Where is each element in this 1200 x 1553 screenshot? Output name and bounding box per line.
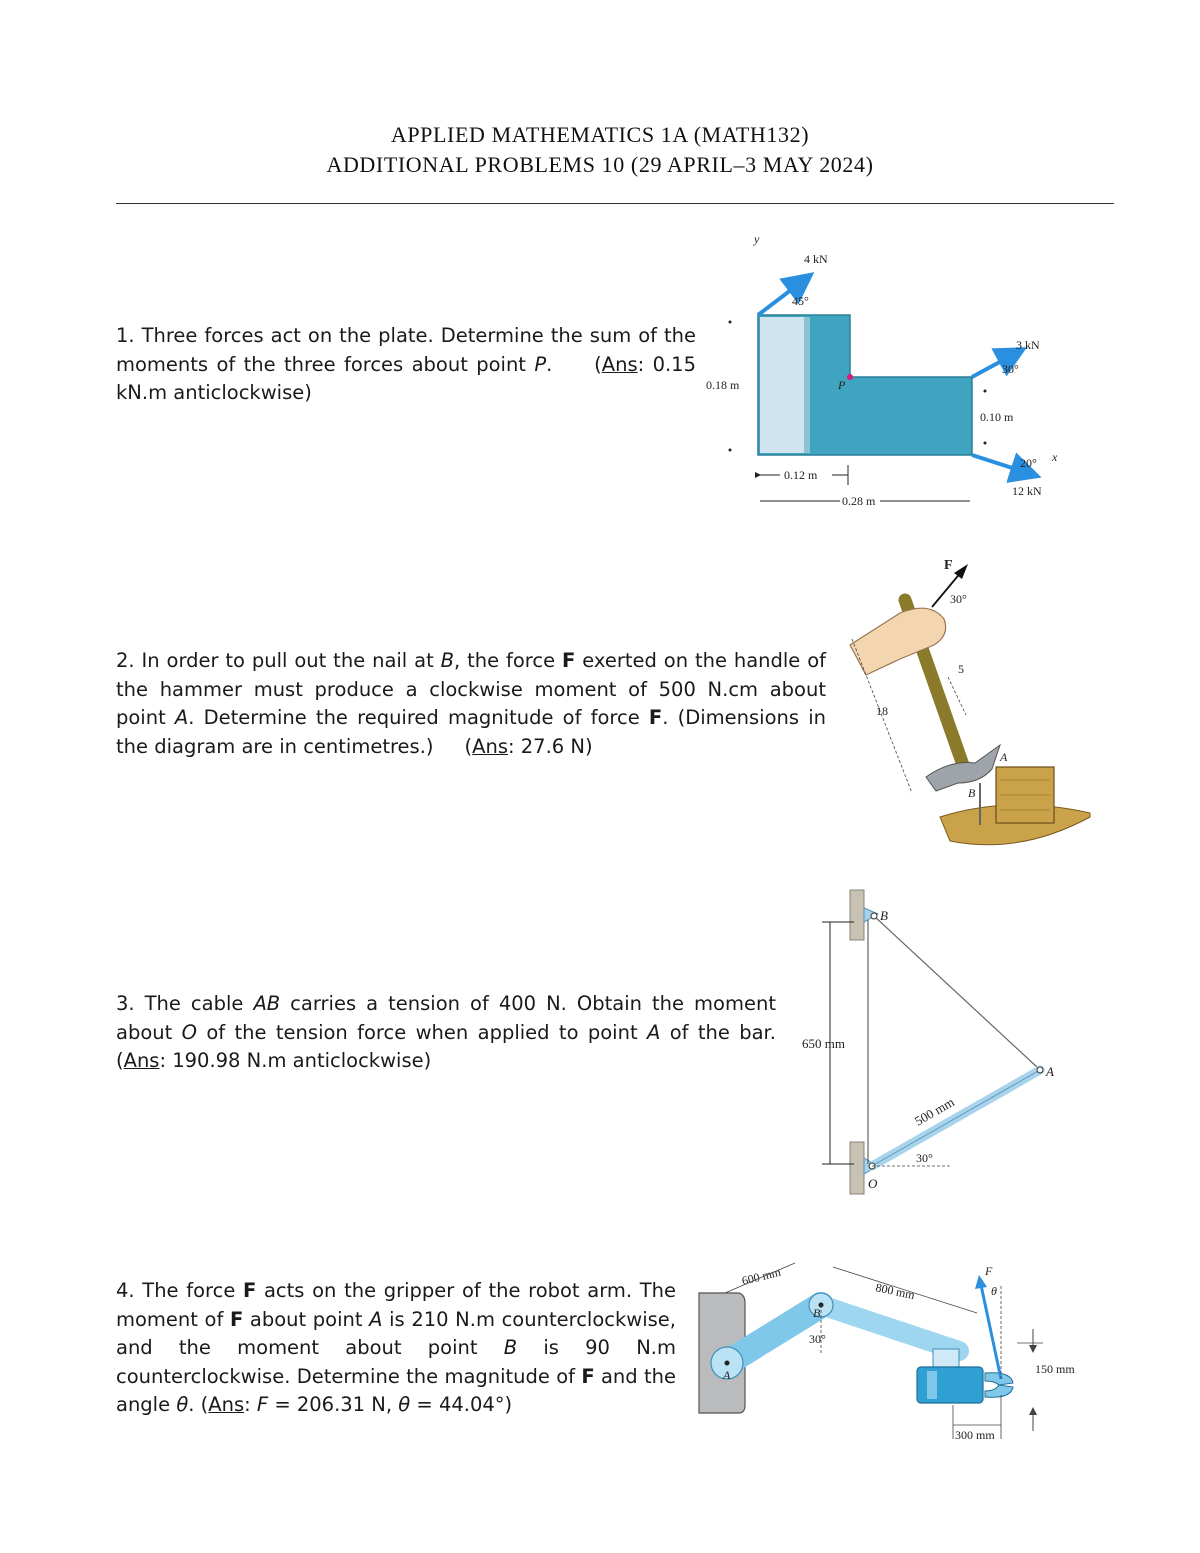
label-a: A bbox=[1046, 1064, 1054, 1079]
answer-label: Ans bbox=[208, 1393, 245, 1416]
answer-value: : 190.98 N.m anticlockwise) bbox=[159, 1049, 432, 1072]
problem-number: 4. bbox=[116, 1279, 135, 1302]
problem-number: 2. bbox=[116, 649, 135, 672]
dim-010: 0.10 m bbox=[980, 410, 1014, 424]
answer-value: : 0.15 kN.m anticlockwise) bbox=[116, 352, 696, 404]
label-f: F bbox=[985, 1264, 993, 1278]
document-subtitle: ADDITIONAL PROBLEMS 10 (29 APRIL–3 MAY 2024) bbox=[326, 152, 874, 177]
dim-018: 0.18 m bbox=[706, 378, 740, 392]
answer-label: Ans bbox=[472, 734, 508, 758]
header-divider bbox=[116, 203, 1114, 204]
dim-028: 0.28 m bbox=[842, 494, 876, 508]
dim-650mm: 650 mm bbox=[802, 1036, 845, 1051]
figure-cable-bar bbox=[800, 890, 1070, 1200]
label-b: B bbox=[813, 1306, 821, 1320]
label-a: A bbox=[723, 1368, 731, 1382]
problem-number: 1. bbox=[116, 324, 135, 347]
cable-ab bbox=[874, 916, 1038, 1068]
plate-highlight bbox=[760, 317, 804, 453]
gripper-body bbox=[917, 1367, 983, 1403]
label-theta: θ bbox=[991, 1284, 997, 1298]
dim-150mm: 150 mm bbox=[1035, 1362, 1075, 1376]
label-3kn: 3 kN bbox=[1016, 338, 1040, 352]
wall-top bbox=[850, 890, 864, 940]
label-45deg: 45° bbox=[792, 294, 809, 308]
label-f: F bbox=[944, 558, 953, 573]
arm-segment-b-wrist bbox=[821, 1305, 959, 1351]
label-a: A bbox=[1000, 750, 1008, 764]
problem-1-text: 1. Three forces act on the plate. Determine the sum of the moments of the three forces about point P. (Ans: 0.15 kN.m anticlockwise) bbox=[116, 324, 696, 404]
dim-012: 0.12 m bbox=[784, 468, 818, 482]
dim-5: 5 bbox=[958, 662, 964, 676]
axis-y: y bbox=[754, 232, 760, 246]
wall-bottom bbox=[850, 1142, 864, 1194]
point-a bbox=[1037, 1067, 1043, 1073]
axis-x: x bbox=[1052, 450, 1058, 464]
document-title: APPLIED MATHEMATICS 1A (MATH132) bbox=[390, 122, 810, 147]
answer-value: : 27.6 N) bbox=[508, 734, 593, 758]
label-30deg: 30° bbox=[950, 592, 967, 606]
label-12kn: 12 kN bbox=[1012, 484, 1042, 498]
label-30deg: 30° bbox=[1002, 362, 1019, 376]
dim-600mm: 600 mm bbox=[740, 1264, 783, 1288]
dim-300mm: 300 mm bbox=[955, 1428, 995, 1442]
problem-3-text: 3. The cable AB carries a tension of 400 N. Obtain the moment about O of the tension force when applied to point A of the bar. (Ans: 190.98 N.m anticlockwise) bbox=[116, 992, 776, 1072]
problem-number: 3. bbox=[116, 992, 135, 1015]
figure-hammer bbox=[840, 555, 1100, 850]
dim-500mm: 500 mm bbox=[912, 1094, 957, 1129]
label-20deg: 20° bbox=[1020, 456, 1037, 470]
label-30deg: 30° bbox=[809, 1332, 826, 1346]
label-b: B bbox=[880, 908, 888, 923]
answer-label: Ans bbox=[123, 1049, 160, 1072]
label-o: O bbox=[868, 1176, 878, 1191]
label-b: B bbox=[968, 786, 976, 800]
figure-plate bbox=[700, 225, 1080, 515]
force-f-arrow bbox=[981, 1285, 1001, 1379]
figure-robot-arm bbox=[695, 1255, 1090, 1445]
label-4kn: 4 kN bbox=[804, 252, 828, 266]
answer-label: Ans bbox=[601, 352, 638, 376]
label-30deg: 30° bbox=[916, 1151, 933, 1165]
problem-4-text: 4. The force F acts on the gripper of the robot arm. The moment of F about point A is 210 N.m counterclockwise, and the moment about point B is 90 N.m counterclockwise. Determine the magnitude of F and the angle θ. (Ans: F = 206.31 N, θ = 44.04°) bbox=[116, 1279, 676, 1416]
point-p bbox=[847, 374, 853, 380]
dim-18: 18 bbox=[876, 704, 888, 718]
problem-2-text: 2. In order to pull out the nail at B, the force F exerted on the handle of the hammer must produce a clockwise moment of 500 N.cm about point A. Determine the required magnitude of force F. (Dimensions in the diagram are in centimetres.) (Ans: 27.6 N) bbox=[116, 649, 827, 758]
dim-800mm: 800 mm bbox=[874, 1280, 917, 1303]
label-p: P bbox=[838, 378, 846, 392]
point-b bbox=[871, 913, 877, 919]
